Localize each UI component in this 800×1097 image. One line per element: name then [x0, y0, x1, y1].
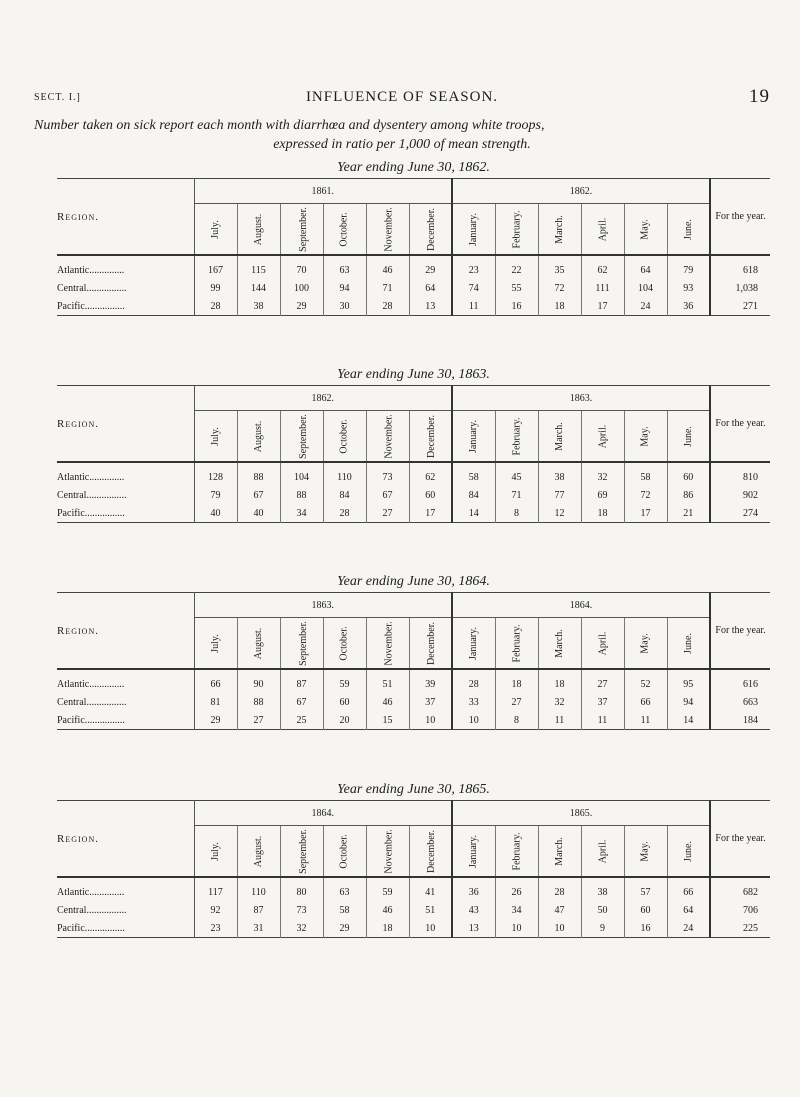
ratio-cell: 20 — [323, 711, 366, 730]
ratio-cell: 10 — [538, 919, 581, 938]
ratio-cell: 28 — [452, 669, 495, 693]
year-header: 1863. — [194, 593, 452, 618]
month-header: October. — [323, 411, 366, 463]
ratio-cell: 62 — [409, 462, 452, 486]
ratio-cell: 16 — [495, 297, 538, 316]
ratio-cell: 32 — [280, 919, 323, 938]
ratio-cell: 29 — [323, 919, 366, 938]
ratio-cell: 18 — [366, 919, 409, 938]
ratio-cell: 64 — [624, 255, 667, 279]
ratio-cell: 73 — [280, 901, 323, 919]
ratio-cell: 38 — [581, 877, 624, 901]
year-total-cell: 616 — [710, 669, 770, 693]
ratio-cell: 94 — [323, 279, 366, 297]
ratio-cell: 88 — [237, 693, 280, 711]
ratio-cell: 10 — [409, 711, 452, 730]
ratio-cell: 11 — [581, 711, 624, 730]
leader-dots: ................ — [84, 507, 125, 519]
ratio-cell: 167 — [194, 255, 237, 279]
year-total-cell: 618 — [710, 255, 770, 279]
ratio-cell: 13 — [409, 297, 452, 316]
for-year-header: For the year. — [710, 386, 770, 463]
ratio-cell: 110 — [237, 877, 280, 901]
month-header: March. — [538, 618, 581, 670]
year-header: 1862. — [452, 179, 710, 204]
ratio-cell: 18 — [581, 504, 624, 523]
ratio-cell: 58 — [452, 462, 495, 486]
ratio-cell: 10 — [409, 919, 452, 938]
region-name: Atlantic.............. — [57, 669, 194, 693]
year-header: 1863. — [452, 386, 710, 411]
region-header: Region. — [57, 593, 194, 670]
ratio-cell: 36 — [667, 297, 710, 316]
table-caption — [34, 116, 770, 154]
month-header: September. — [280, 204, 323, 256]
ratio-cell: 60 — [624, 901, 667, 919]
ratio-cell: 81 — [194, 693, 237, 711]
ratio-cell: 74 — [452, 279, 495, 297]
region-name: Central................ — [57, 279, 194, 297]
ratio-cell: 9 — [581, 919, 624, 938]
ratio-cell: 38 — [237, 297, 280, 316]
ratio-cell: 51 — [409, 901, 452, 919]
leader-dots: ................ — [84, 300, 125, 312]
ratio-cell: 29 — [409, 255, 452, 279]
ratio-cell: 36 — [452, 877, 495, 901]
ratio-cell: 117 — [194, 877, 237, 901]
region-name: Pacific................ — [57, 504, 194, 523]
month-header: July. — [194, 618, 237, 670]
ratio-cell: 55 — [495, 279, 538, 297]
ratio-cell: 12 — [538, 504, 581, 523]
month-header: October. — [323, 826, 366, 878]
year-total-cell: 274 — [710, 504, 770, 523]
ratio-cell: 60 — [667, 462, 710, 486]
region-name: Central................ — [57, 486, 194, 504]
ratio-cell: 50 — [581, 901, 624, 919]
ratio-cell: 88 — [237, 462, 280, 486]
ratio-cell: 69 — [581, 486, 624, 504]
ratio-cell: 27 — [237, 711, 280, 730]
year-header: 1862. — [194, 386, 452, 411]
ratio-cell: 51 — [366, 669, 409, 693]
ratio-cell: 31 — [237, 919, 280, 938]
month-header: April. — [581, 826, 624, 878]
table-row — [57, 669, 770, 693]
month-header: April. — [581, 618, 624, 670]
ratio-cell: 22 — [495, 255, 538, 279]
month-header: October. — [323, 204, 366, 256]
ratio-cell: 35 — [538, 255, 581, 279]
ratio-cell: 28 — [538, 877, 581, 901]
running-head — [34, 88, 770, 110]
ratio-cell: 71 — [366, 279, 409, 297]
ratio-cell: 58 — [624, 462, 667, 486]
ratio-cell: 40 — [194, 504, 237, 523]
for-year-header: For the year. — [710, 593, 770, 670]
month-header: October. — [323, 618, 366, 670]
leader-dots: ................ — [86, 489, 127, 501]
ratio-cell: 11 — [538, 711, 581, 730]
ratio-cell: 37 — [581, 693, 624, 711]
ratio-cell: 32 — [538, 693, 581, 711]
year-header: 1861. — [194, 179, 452, 204]
month-header: November. — [366, 618, 409, 670]
ratio-cell: 29 — [280, 297, 323, 316]
ratio-cell: 73 — [366, 462, 409, 486]
ratio-cell: 94 — [667, 693, 710, 711]
year-total-cell: 810 — [710, 462, 770, 486]
ratio-cell: 87 — [237, 901, 280, 919]
table-section — [57, 780, 770, 938]
ratio-cell: 72 — [624, 486, 667, 504]
year-total-cell: 663 — [710, 693, 770, 711]
ratio-cell: 16 — [624, 919, 667, 938]
month-header: November. — [366, 204, 409, 256]
ratio-cell: 92 — [194, 901, 237, 919]
leader-dots: .............. — [89, 678, 125, 690]
caption-line-1: Number taken on sick report each month with diarrhœa and dysentery among white troops, — [34, 118, 545, 133]
ratio-cell: 29 — [194, 711, 237, 730]
ratio-cell: 99 — [194, 279, 237, 297]
table-section — [57, 572, 770, 730]
ratio-cell: 38 — [538, 462, 581, 486]
month-header: January. — [452, 411, 495, 463]
year-total-cell: 902 — [710, 486, 770, 504]
ratio-cell: 60 — [409, 486, 452, 504]
year-title: Year ending June 30, 1862. — [337, 160, 490, 175]
ratio-cell: 46 — [366, 255, 409, 279]
ratio-cell: 111 — [581, 279, 624, 297]
month-header: March. — [538, 826, 581, 878]
month-header: February. — [495, 204, 538, 256]
month-header: August. — [237, 826, 280, 878]
month-header: September. — [280, 618, 323, 670]
month-header: April. — [581, 204, 624, 256]
ratio-cell: 66 — [667, 877, 710, 901]
ratio-cell: 100 — [280, 279, 323, 297]
ratio-cell: 37 — [409, 693, 452, 711]
month-header: January. — [452, 204, 495, 256]
month-header: January. — [452, 618, 495, 670]
region-name: Pacific................ — [57, 711, 194, 730]
ratio-cell: 110 — [323, 462, 366, 486]
ratio-cell: 72 — [538, 279, 581, 297]
ratio-cell: 18 — [538, 297, 581, 316]
month-header: March. — [538, 204, 581, 256]
region-name: Atlantic.............. — [57, 255, 194, 279]
ratio-cell: 64 — [409, 279, 452, 297]
ratio-cell: 18 — [538, 669, 581, 693]
table-section — [57, 158, 770, 316]
ratio-cell: 23 — [194, 919, 237, 938]
ratio-cell: 27 — [366, 504, 409, 523]
table-row — [57, 919, 770, 938]
table-section — [57, 365, 770, 523]
ratio-cell: 87 — [280, 669, 323, 693]
ratio-cell: 66 — [194, 669, 237, 693]
ratio-cell: 24 — [624, 297, 667, 316]
leader-dots: ................ — [84, 714, 125, 726]
ratio-cell: 104 — [280, 462, 323, 486]
leader-dots: ................ — [86, 282, 127, 294]
month-header: July. — [194, 411, 237, 463]
ratio-cell: 41 — [409, 877, 452, 901]
ratio-cell: 70 — [280, 255, 323, 279]
month-header: July. — [194, 204, 237, 256]
ratio-cell: 63 — [323, 255, 366, 279]
ratio-cell: 28 — [194, 297, 237, 316]
month-header: May. — [624, 618, 667, 670]
year-title: Year ending June 30, 1863. — [337, 367, 490, 382]
ratio-cell: 58 — [323, 901, 366, 919]
ratio-cell: 67 — [237, 486, 280, 504]
ratio-cell: 144 — [237, 279, 280, 297]
table-row — [57, 297, 770, 316]
region-name: Pacific................ — [57, 919, 194, 938]
ratio-cell: 10 — [495, 919, 538, 938]
ratio-cell: 62 — [581, 255, 624, 279]
table-row — [57, 711, 770, 730]
year-total-cell: 682 — [710, 877, 770, 901]
year-header: 1865. — [452, 801, 710, 826]
ratio-cell: 11 — [452, 297, 495, 316]
section-label: SECT. I.] — [34, 92, 81, 103]
ratio-cell: 14 — [452, 504, 495, 523]
ratio-cell: 71 — [495, 486, 538, 504]
ratio-cell: 115 — [237, 255, 280, 279]
leader-dots: .............. — [89, 886, 125, 898]
ratio-cell: 15 — [366, 711, 409, 730]
ratio-cell: 88 — [280, 486, 323, 504]
for-year-header: For the year. — [710, 179, 770, 256]
ratio-cell: 23 — [452, 255, 495, 279]
month-header: November. — [366, 411, 409, 463]
ratio-cell: 17 — [581, 297, 624, 316]
ratio-cell: 79 — [194, 486, 237, 504]
month-header: February. — [495, 618, 538, 670]
ratio-table — [57, 800, 770, 938]
month-header: November. — [366, 826, 409, 878]
ratio-cell: 28 — [323, 504, 366, 523]
ratio-cell: 33 — [452, 693, 495, 711]
ratio-cell: 59 — [366, 877, 409, 901]
ratio-cell: 63 — [323, 877, 366, 901]
year-title: Year ending June 30, 1865. — [337, 782, 490, 797]
leader-dots: ................ — [84, 922, 125, 934]
caption-line-2: expressed in ratio per 1,000 of mean strength. — [273, 137, 531, 152]
month-header: December. — [409, 411, 452, 463]
ratio-cell: 95 — [667, 669, 710, 693]
table-row — [57, 693, 770, 711]
ratio-cell: 28 — [366, 297, 409, 316]
month-header: June. — [667, 204, 710, 256]
table-row — [57, 877, 770, 901]
page-number: 19 — [749, 86, 770, 107]
ratio-cell: 47 — [538, 901, 581, 919]
table-row — [57, 504, 770, 523]
table-row — [57, 901, 770, 919]
region-name: Central................ — [57, 901, 194, 919]
ratio-cell: 79 — [667, 255, 710, 279]
ratio-table — [57, 592, 770, 730]
month-header: December. — [409, 826, 452, 878]
ratio-cell: 30 — [323, 297, 366, 316]
ratio-cell: 32 — [581, 462, 624, 486]
month-header: June. — [667, 826, 710, 878]
region-name: Atlantic.............. — [57, 877, 194, 901]
month-header: September. — [280, 826, 323, 878]
ratio-cell: 67 — [366, 486, 409, 504]
ratio-cell: 8 — [495, 504, 538, 523]
month-header: July. — [194, 826, 237, 878]
month-header: August. — [237, 204, 280, 256]
leader-dots: .............. — [89, 471, 125, 483]
ratio-cell: 14 — [667, 711, 710, 730]
table-row — [57, 462, 770, 486]
month-header: April. — [581, 411, 624, 463]
year-title: Year ending June 30, 1864. — [337, 574, 490, 589]
month-header: June. — [667, 618, 710, 670]
ratio-cell: 13 — [452, 919, 495, 938]
running-title: INFLUENCE OF SEASON. — [305, 89, 499, 105]
table-row — [57, 486, 770, 504]
ratio-cell: 34 — [495, 901, 538, 919]
ratio-table — [57, 178, 770, 316]
ratio-cell: 46 — [366, 693, 409, 711]
month-header: March. — [538, 411, 581, 463]
ratio-cell: 52 — [624, 669, 667, 693]
ratio-cell: 59 — [323, 669, 366, 693]
region-name: Central................ — [57, 693, 194, 711]
ratio-cell: 21 — [667, 504, 710, 523]
ratio-cell: 25 — [280, 711, 323, 730]
table-row — [57, 255, 770, 279]
month-header: May. — [624, 826, 667, 878]
for-year-header: For the year. — [710, 801, 770, 878]
month-header: May. — [624, 411, 667, 463]
month-header: December. — [409, 618, 452, 670]
ratio-cell: 84 — [323, 486, 366, 504]
month-header: August. — [237, 618, 280, 670]
ratio-cell: 57 — [624, 877, 667, 901]
ratio-cell: 40 — [237, 504, 280, 523]
ratio-cell: 17 — [624, 504, 667, 523]
month-header: December. — [409, 204, 452, 256]
table-row — [57, 279, 770, 297]
ratio-cell: 84 — [452, 486, 495, 504]
ratio-cell: 11 — [624, 711, 667, 730]
year-total-cell: 706 — [710, 901, 770, 919]
month-header: September. — [280, 411, 323, 463]
ratio-cell: 45 — [495, 462, 538, 486]
ratio-cell: 128 — [194, 462, 237, 486]
leader-dots: ................ — [86, 696, 127, 708]
ratio-cell: 27 — [581, 669, 624, 693]
ratio-cell: 27 — [495, 693, 538, 711]
year-total-cell: 1,038 — [710, 279, 770, 297]
year-total-cell: 225 — [710, 919, 770, 938]
ratio-cell: 77 — [538, 486, 581, 504]
ratio-cell: 43 — [452, 901, 495, 919]
year-total-cell: 184 — [710, 711, 770, 730]
ratio-cell: 46 — [366, 901, 409, 919]
ratio-cell: 34 — [280, 504, 323, 523]
month-header: June. — [667, 411, 710, 463]
ratio-cell: 67 — [280, 693, 323, 711]
region-header: Region. — [57, 801, 194, 878]
ratio-cell: 18 — [495, 669, 538, 693]
region-name: Atlantic.............. — [57, 462, 194, 486]
ratio-cell: 66 — [624, 693, 667, 711]
region-name: Pacific................ — [57, 297, 194, 316]
ratio-cell: 86 — [667, 486, 710, 504]
leader-dots: .............. — [89, 264, 125, 276]
ratio-cell: 93 — [667, 279, 710, 297]
month-header: February. — [495, 411, 538, 463]
month-header: May. — [624, 204, 667, 256]
month-header: January. — [452, 826, 495, 878]
ratio-cell: 80 — [280, 877, 323, 901]
region-header: Region. — [57, 386, 194, 463]
ratio-cell: 90 — [237, 669, 280, 693]
year-header: 1864. — [194, 801, 452, 826]
month-header: August. — [237, 411, 280, 463]
ratio-cell: 24 — [667, 919, 710, 938]
ratio-cell: 10 — [452, 711, 495, 730]
ratio-cell: 64 — [667, 901, 710, 919]
ratio-cell: 26 — [495, 877, 538, 901]
leader-dots: ................ — [86, 904, 127, 916]
year-header: 1864. — [452, 593, 710, 618]
ratio-cell: 8 — [495, 711, 538, 730]
region-header: Region. — [57, 179, 194, 256]
ratio-cell: 39 — [409, 669, 452, 693]
month-header: February. — [495, 826, 538, 878]
ratio-cell: 104 — [624, 279, 667, 297]
ratio-cell: 17 — [409, 504, 452, 523]
ratio-table — [57, 385, 770, 523]
year-total-cell: 271 — [710, 297, 770, 316]
ratio-cell: 60 — [323, 693, 366, 711]
